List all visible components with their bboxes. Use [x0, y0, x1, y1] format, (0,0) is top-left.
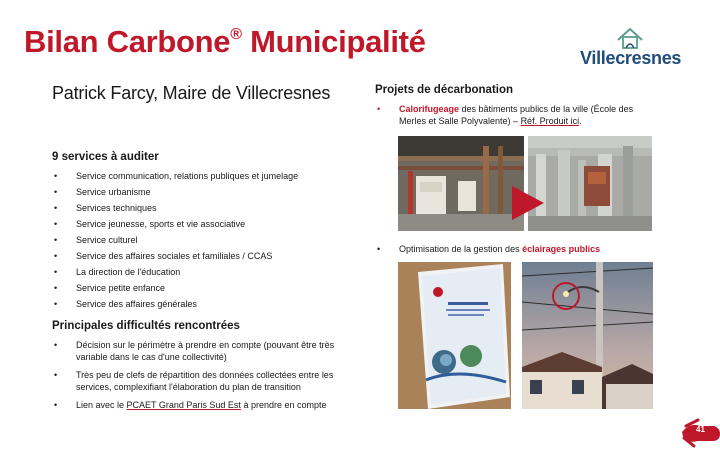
calorifugeage-label: Calorifugeage	[399, 104, 460, 114]
villecresnes-logo	[580, 26, 680, 70]
house-logo-icon	[580, 26, 680, 50]
list-item: • La direction de l'éducation	[52, 264, 362, 280]
page-number-badge	[680, 410, 720, 450]
street-light-photo	[522, 262, 653, 409]
lighting-text: Optimisation de la gestion des	[399, 244, 523, 254]
report-document-photo	[398, 262, 511, 409]
list-item	[375, 243, 643, 255]
list-item: • Service communication, relations publiques et jumelage	[52, 168, 362, 184]
services-list	[52, 168, 362, 312]
registered-mark: ®	[230, 26, 242, 43]
projects-heading: Projets de décarbonation	[375, 84, 514, 96]
list-item: • Service culturel	[52, 232, 362, 248]
list-item: • Services techniques	[52, 200, 362, 216]
list-item	[52, 399, 352, 411]
logo-text: Villecresnes	[580, 48, 682, 68]
list-item: • Service des affaires générales	[52, 296, 362, 312]
list-item: • Service des affaires sociales et familiales / CCAS	[52, 248, 362, 264]
list-item: • Décision sur le périmètre à prendre en compte (pouvant être très variable dans le cas d'une collectivité)	[52, 339, 352, 363]
list-item: • Service petite enfance	[52, 280, 362, 296]
product-ref-link[interactable]: Réf. Produit ici	[520, 116, 580, 126]
arrow-right-icon	[512, 186, 544, 220]
pcaet-prefix: Lien avec le	[76, 400, 127, 410]
calorifugeage-end: .	[579, 116, 582, 126]
title-main: Bilan Carbone	[24, 24, 231, 59]
list-item	[375, 103, 643, 127]
insulation-before-photo	[398, 136, 524, 231]
lighting-label: éclairages publics	[522, 244, 601, 254]
list-item: • Service jeunesse, sports et vie associative	[52, 216, 362, 232]
list-item: • Très peu de clefs de répartition des données collectées entre les services, complexifiant l'élaboration du plan de transition	[52, 369, 352, 393]
pcaet-link[interactable]: PCAET Grand Paris Sud Est	[126, 400, 241, 410]
pcaet-suffix: à prendre en compte	[240, 400, 327, 410]
difficulties-heading: Principales difficultés rencontrées	[52, 320, 240, 332]
insulation-after-photo	[528, 136, 652, 231]
subtitle-mayor: Patrick Farcy, Maire de Villecresnes	[52, 83, 331, 103]
page-title	[24, 24, 426, 60]
list-item: • Service urbanisme	[52, 184, 362, 200]
calorifugeage-text: des bâtiments publics de la ville (École des Merles et Salle Polyvalente) –	[399, 104, 634, 126]
page-number: 41	[696, 425, 705, 434]
services-heading: 9 services à auditer	[52, 151, 159, 163]
title-rest: Municipalité	[250, 24, 426, 59]
projects-list-2	[375, 243, 643, 255]
projects-list-1	[375, 103, 643, 127]
difficulties-list	[52, 339, 352, 417]
